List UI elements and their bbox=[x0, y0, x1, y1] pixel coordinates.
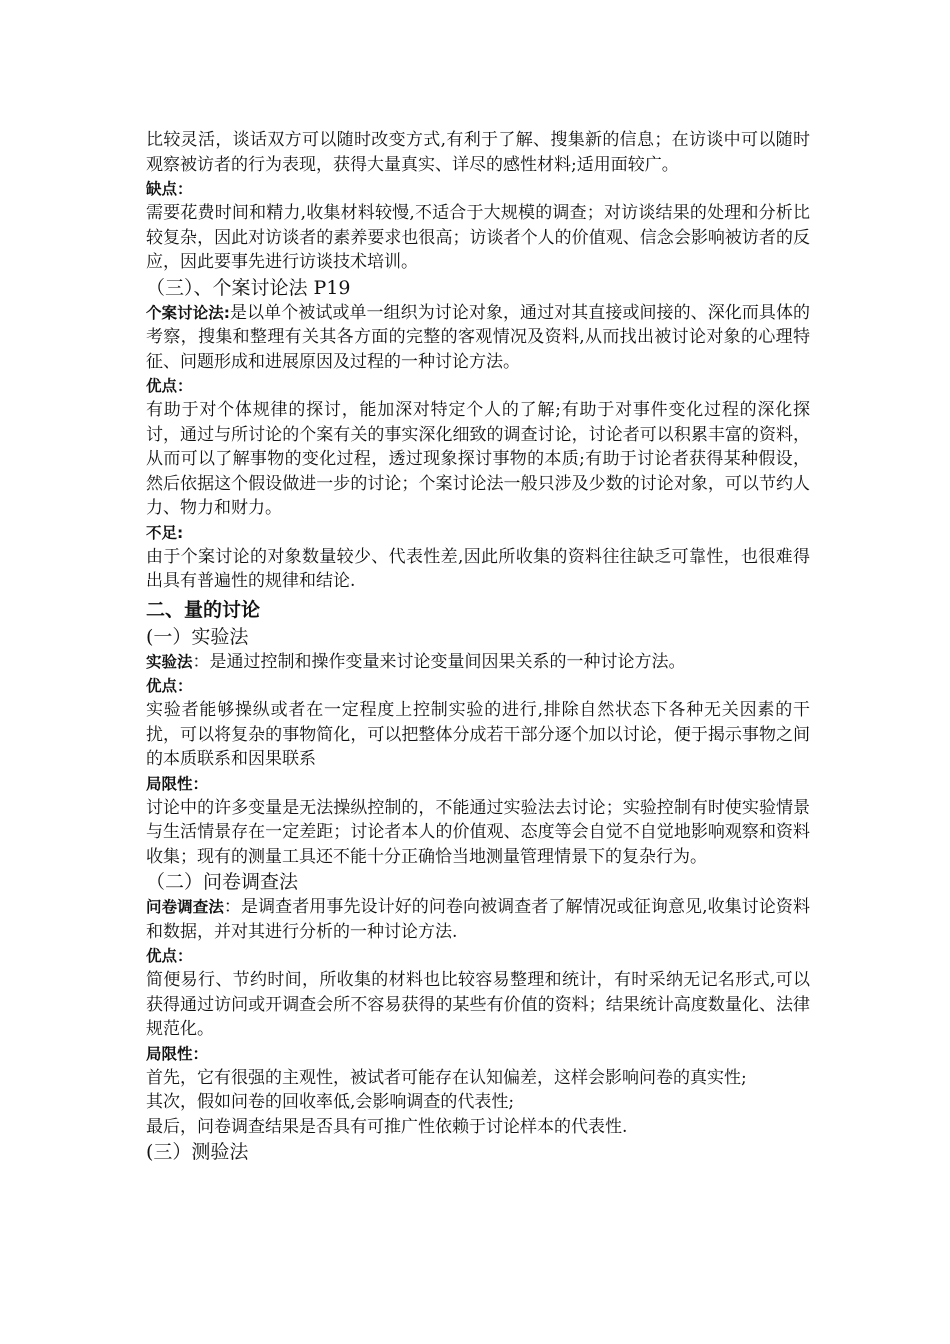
case-study-heading: （三）、个案讨论法 P19 bbox=[146, 276, 351, 299]
case-study-pros-label: 优点： bbox=[146, 377, 193, 395]
experiment-def-text: ：是通过控制和操作变量来讨论变量间因果关系的一种讨论方法。 bbox=[192, 651, 686, 672]
experiment-limits-text: 讨论中的许多变量是无法操纵控制的，不能通过实验法去讨论；实验控制有时使实验情景与生活情景存在一定差距；讨论者本人的价值观、态度等会自觉不自觉地影响观察和资料收集；现有的测量工具还不能十分正确恰当地测量管理情景下的复杂行为。 bbox=[146, 797, 810, 867]
survey-term: 问卷调查法 bbox=[146, 898, 224, 916]
interview-pros-text: 比较灵活，谈话双方可以随时改变方式,有利于了解、搜集新的信息；在访谈中可以随时观察被访者的行为表现，获得大量真实、详尽的感性材料;适用面较广。 bbox=[146, 130, 810, 175]
case-study-term: 个案讨论法: bbox=[146, 303, 230, 322]
case-study-pros-text: 有助于对个体规律的探讨，能加深对特定个人的了解;有助于对事件变化过程的深化探讨，通过与所讨论的个案有关的事实深化细致的调查讨论，讨论者可以积累丰富的资料，从而可以了解事物的变化过程，透过现象探讨事物的本质;有助于讨论者获得某种假设，然后依据这个假设做进一步的讨论；个案讨论法一般只涉及少数的讨论对象，可以节约人力、物力和财力。 bbox=[146, 400, 810, 518]
test-method-heading: (三）测验法 bbox=[146, 1141, 249, 1163]
experiment-pros-text: 实验者能够操纵或者在一定程度上控制实验的进行,排除自然状态下各种无关因素的干扰，可以将复杂的事物简化，可以把整体分成若干部分逐个加以讨论，便于揭示事物之间的本质联系和因果联系 bbox=[146, 700, 810, 769]
case-study-cons-text: 由于个案讨论的对象数量较少、代表性差,因此所收集的资料往往缺乏可靠性，也很难得出具有普遍性的规律和结论. bbox=[146, 546, 810, 591]
case-study-definition bbox=[146, 301, 810, 375]
survey-limits-label: 局限性： bbox=[146, 1044, 209, 1063]
quantitative-heading: 二、量的讨论 bbox=[146, 598, 261, 621]
experiment-definition bbox=[146, 650, 810, 675]
survey-limit-3: 最后，问卷调查结果是否具有可推广性依赖于讨论样本的代表性. bbox=[146, 1116, 628, 1137]
survey-limit-1: 首先，它有很强的主观性，被试者可能存在认知偏差，这样会影响问卷的真实性; bbox=[146, 1067, 747, 1088]
interview-cons-label: 缺点： bbox=[146, 180, 193, 198]
experiment-heading: (一）实验法 bbox=[146, 625, 249, 648]
case-study-cons-label: 不足: bbox=[146, 523, 184, 542]
survey-definition bbox=[146, 895, 810, 944]
experiment-pros-label: 优点： bbox=[146, 677, 193, 695]
experiment-limits-label: 局限性： bbox=[146, 774, 209, 793]
interview-cons-text: 需要花费时间和精力,收集材料较慢,不适合于大规模的调查；对访谈结果的处理和分析比较复杂，因此对访谈者的素养要求也很高；访谈者个人的价值观、信念会影响被访者的反应，因此要事先进行访谈技术培训。 bbox=[146, 203, 810, 272]
survey-pros-text: 简便易行、节约时间，所收集的材料也比较容易整理和统计，有时采纳无记名形式,可以获得通过访问或开调查会所不容易获得的某些有价值的资料；结果统计高度数量化、法律规范化。 bbox=[146, 970, 810, 1039]
document-page bbox=[146, 128, 810, 1165]
survey-pros-label: 优点： bbox=[146, 947, 193, 965]
case-study-def-text: 是以单个被试或单一组织为讨论对象，通过对其直接或间接的、深化而具体的考察，搜集和整理有关其各方面的完整的客观情况及资料,从而找出被讨论对象的心理特征、问题形成和进展原因及过程的一种讨论方法。 bbox=[146, 302, 811, 372]
survey-heading: （二）问卷调查法 bbox=[146, 871, 299, 893]
survey-limit-2: 其次，假如问卷的回收率低,会影响调查的代表性; bbox=[146, 1092, 515, 1112]
survey-def-text: ：是调查者用事先设计好的问卷向被调查者了解情况或征询意见,收集讨论资料和数据，并对其进行分析的一种讨论方法. bbox=[146, 897, 810, 942]
experiment-term: 实验法 bbox=[146, 652, 193, 671]
